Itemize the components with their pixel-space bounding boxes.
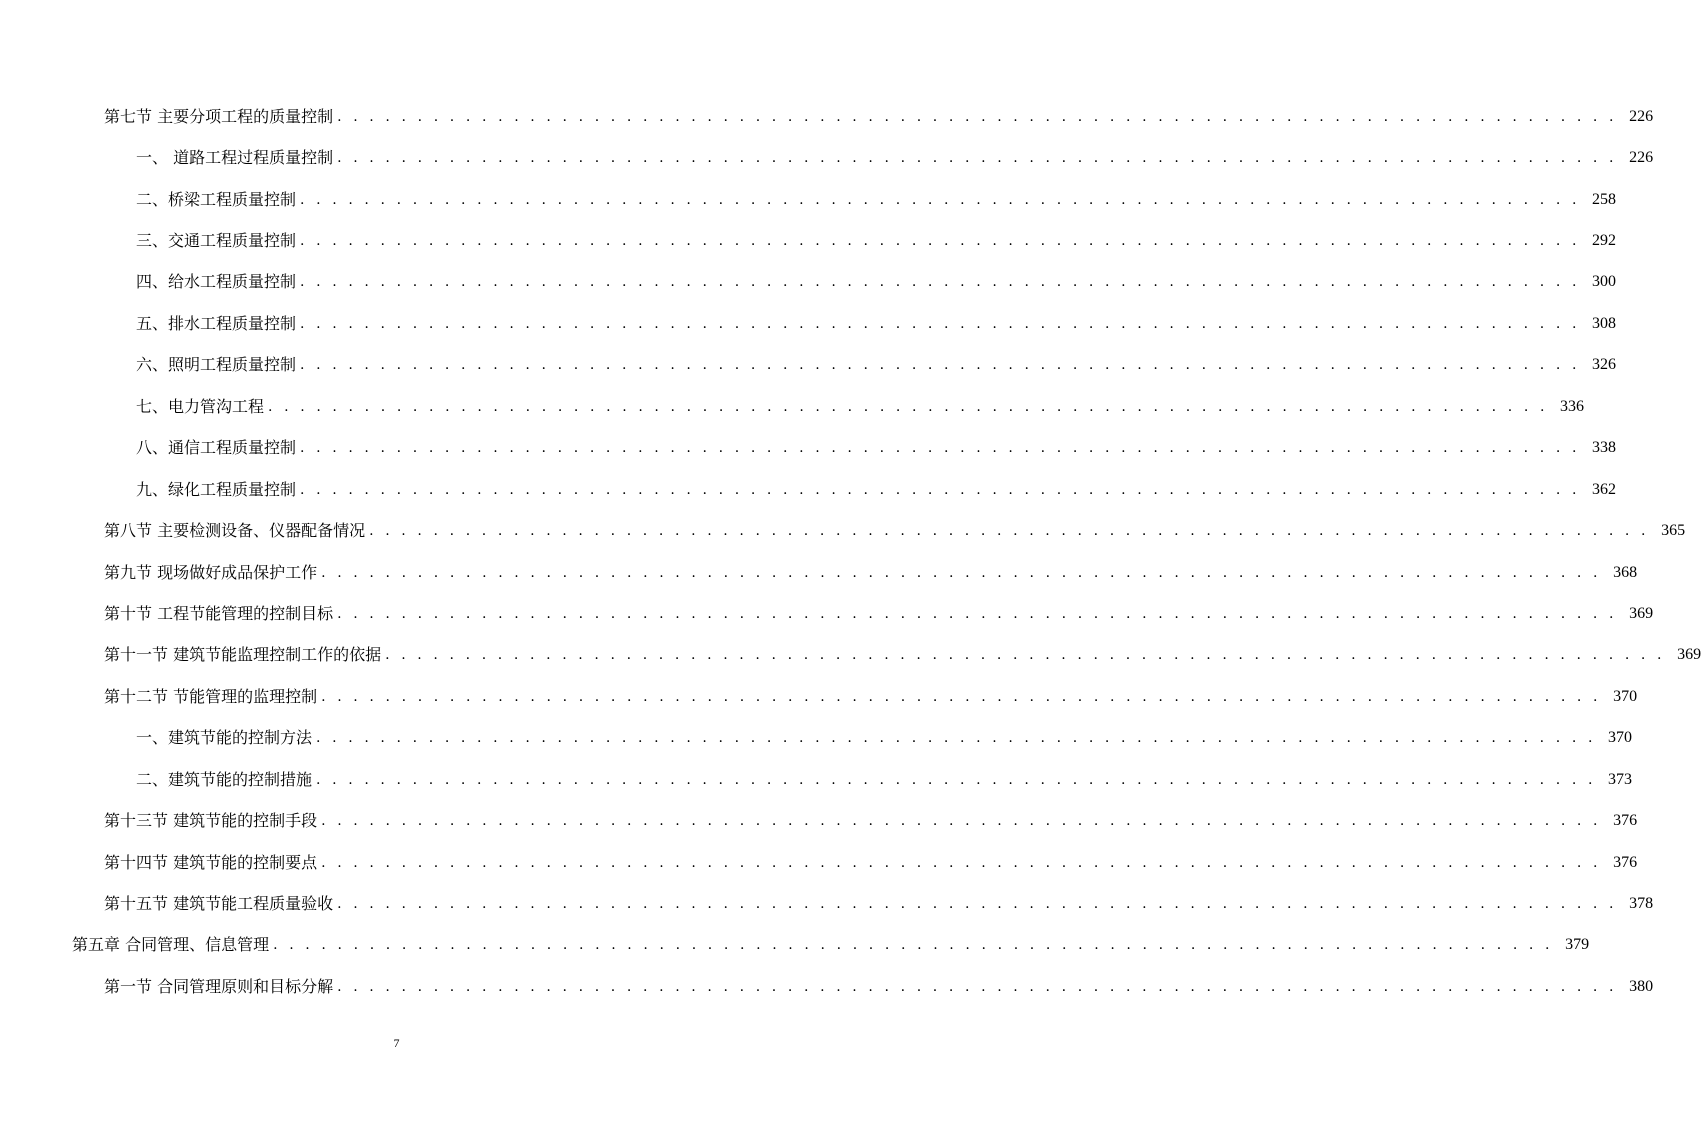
toc-entry[interactable] bbox=[0, 883, 1654, 924]
toc-entry[interactable] bbox=[0, 966, 1654, 1007]
toc-entry[interactable] bbox=[0, 759, 1632, 800]
toc-entry[interactable] bbox=[0, 842, 1638, 883]
toc-dot-leader: . . . . . . . . . . . . . . . . . . . . . . . . . . . . . . . . . . . . . . . . . . . . . . . . . . . . . . . . . . . . . . . . . . . . . . . . . . . . . . . . bbox=[337, 605, 1618, 622]
toc-entry[interactable] bbox=[0, 469, 1616, 510]
toc-entry-title: 第十五节 建筑节能工程质量验收 bbox=[104, 894, 334, 914]
toc-entry-title: 二、建筑节能的控制措施 bbox=[136, 769, 313, 789]
toc-entry[interactable] bbox=[0, 718, 1632, 759]
toc-dot-leader: . . . . . . . . . . . . . . . . . . . . . . . . . . . . . . . . . . . . . . . . . . . . . . . . . . . . . . . . . . . . . . . . . . . . . . . . . . . . . . . . bbox=[300, 233, 1580, 250]
toc-entry-page: 258 bbox=[1592, 190, 1616, 208]
toc-entry-title: 四、给水工程质量控制 bbox=[136, 272, 297, 292]
table-of-contents bbox=[0, 96, 1701, 1008]
toc-entry-page: 365 bbox=[1661, 522, 1686, 540]
toc-entry-title: 第十三节 建筑节能的控制手段 bbox=[104, 811, 318, 831]
toc-entry-page: 369 bbox=[1629, 604, 1654, 622]
toc-entry[interactable] bbox=[0, 676, 1638, 717]
toc-entry-title: 九、绿化工程质量控制 bbox=[136, 479, 297, 499]
toc-entry[interactable] bbox=[0, 345, 1616, 386]
toc-entry[interactable] bbox=[0, 593, 1654, 634]
toc-entry[interactable] bbox=[0, 262, 1616, 303]
toc-dot-leader: . . . . . . . . . . . . . . . . . . . . . . . . . . . . . . . . . . . . . . . . . . . . . . . . . . . . . . . . . . . . . . . . . . . . . . . . . . . . . . . . bbox=[337, 150, 1618, 167]
toc-entry-page: 338 bbox=[1592, 439, 1616, 457]
toc-dot-leader: . . . . . . . . . . . . . . . . . . . . . . . . . . . . . . . . . . . . . . . . . . . . . . . . . . . . . . . . . . . . . . . . . . . . . . . . . . . . . . . . bbox=[369, 523, 1650, 540]
toc-entry-page: 379 bbox=[1565, 936, 1590, 954]
toc-dot-leader: . . . . . . . . . . . . . . . . . . . . . . . . . . . . . . . . . . . . . . . . . . . . . . . . . . . . . . . . . . . . . . . . . . . . . . . . . . . . . . . . bbox=[321, 854, 1602, 871]
toc-entry-page: 373 bbox=[1608, 770, 1632, 788]
toc-entry[interactable] bbox=[0, 386, 1584, 427]
toc-entry-page: 376 bbox=[1613, 853, 1638, 871]
toc-entry[interactable] bbox=[0, 800, 1638, 841]
toc-entry[interactable] bbox=[0, 510, 1686, 551]
toc-dot-leader: . . . . . . . . . . . . . . . . . . . . . . . . . . . . . . . . . . . . . . . . . . . . . . . . . . . . . . . . . . . . . . . . . . . . . . . . . . . . . . . . bbox=[300, 440, 1580, 457]
toc-entry-title: 六、照明工程质量控制 bbox=[136, 355, 297, 375]
toc-entry[interactable] bbox=[0, 552, 1638, 593]
toc-entry[interactable] bbox=[0, 137, 1654, 178]
toc-entry-title: 第八节 主要检测设备、仪器配备情况 bbox=[104, 521, 366, 541]
toc-entry-title: 第十四节 建筑节能的控制要点 bbox=[104, 852, 318, 872]
toc-dot-leader: . . . . . . . . . . . . . . . . . . . . . . . . . . . . . . . . . . . . . . . . . . . . . . . . . . . . . . . . . . . . . . . . . . . . . . . . . . . . . . . . bbox=[300, 191, 1580, 208]
toc-entry[interactable] bbox=[0, 96, 1654, 137]
toc-entry-title: 八、通信工程质量控制 bbox=[136, 438, 297, 458]
toc-entry-page: 368 bbox=[1613, 563, 1638, 581]
toc-entry[interactable] bbox=[0, 303, 1616, 344]
toc-dot-leader: . . . . . . . . . . . . . . . . . . . . . . . . . . . . . . . . . . . . . . . . . . . . . . . . . . . . . . . . . . . . . . . . . . . . . . . . . . . . . . . . bbox=[385, 647, 1666, 664]
toc-dot-leader: . . . . . . . . . . . . . . . . . . . . . . . . . . . . . . . . . . . . . . . . . . . . . . . . . . . . . . . . . . . . . . . . . . . . . . . . . . . . . . . . bbox=[337, 108, 1618, 125]
toc-entry-page: 326 bbox=[1592, 356, 1616, 374]
toc-entry-title: 第十节 工程节能管理的控制目标 bbox=[104, 603, 334, 623]
toc-entry-page: 226 bbox=[1629, 107, 1654, 125]
toc-entry-page: 292 bbox=[1592, 232, 1616, 250]
toc-dot-leader: . . . . . . . . . . . . . . . . . . . . . . . . . . . . . . . . . . . . . . . . . . . . . . . . . . . . . . . . . . . . . . . . . . . . . . . . . . . . . . . . bbox=[337, 978, 1618, 995]
toc-dot-leader: . . . . . . . . . . . . . . . . . . . . . . . . . . . . . . . . . . . . . . . . . . . . . . . . . . . . . . . . . . . . . . . . . . . . . . . . . . . . . . . . bbox=[300, 315, 1580, 332]
toc-entry-page: 308 bbox=[1592, 314, 1616, 332]
toc-entry-title: 第十一节 建筑节能监理控制工作的依据 bbox=[104, 645, 382, 665]
toc-entry-title: 三、交通工程质量控制 bbox=[136, 231, 297, 251]
toc-dot-leader: . . . . . . . . . . . . . . . . . . . . . . . . . . . . . . . . . . . . . . . . . . . . . . . . . . . . . . . . . . . . . . . . . . . . . . . . . . . . . . . . bbox=[321, 688, 1602, 705]
toc-entry-page: 370 bbox=[1613, 687, 1638, 705]
toc-entry-page: 369 bbox=[1677, 646, 1701, 664]
toc-entry-page: 370 bbox=[1608, 729, 1632, 747]
toc-dot-leader: . . . . . . . . . . . . . . . . . . . . . . . . . . . . . . . . . . . . . . . . . . . . . . . . . . . . . . . . . . . . . . . . . . . . . . . . . . . . . . . . bbox=[321, 564, 1602, 581]
toc-entry[interactable] bbox=[0, 179, 1616, 220]
toc-entry-page: 336 bbox=[1560, 397, 1584, 415]
toc-entry[interactable] bbox=[0, 925, 1590, 966]
toc-entry-title: 第十二节 节能管理的监理控制 bbox=[104, 686, 318, 706]
toc-dot-leader: . . . . . . . . . . . . . . . . . . . . . . . . . . . . . . . . . . . . . . . . . . . . . . . . . . . . . . . . . . . . . . . . . . . . . . . . . . . . . . . . bbox=[337, 896, 1618, 913]
toc-entry-page: 376 bbox=[1613, 812, 1638, 830]
toc-entry[interactable] bbox=[0, 428, 1616, 469]
toc-dot-leader: . . . . . . . . . . . . . . . . . . . . . . . . . . . . . . . . . . . . . . . . . . . . . . . . . . . . . . . . . . . . . . . . . . . . . . . . . . . . . . . . bbox=[300, 481, 1580, 498]
toc-dot-leader: . . . . . . . . . . . . . . . . . . . . . . . . . . . . . . . . . . . . . . . . . . . . . . . . . . . . . . . . . . . . . . . . . . . . . . . . . . . . . . . . bbox=[300, 357, 1580, 374]
toc-entry-page: 380 bbox=[1629, 977, 1654, 995]
toc-entry[interactable] bbox=[0, 220, 1616, 261]
toc-entry-title: 第一节 合同管理原则和目标分解 bbox=[104, 976, 334, 996]
toc-entry-page: 226 bbox=[1629, 149, 1654, 167]
toc-entry-page: 300 bbox=[1592, 273, 1616, 291]
page-number: 7 bbox=[393, 1036, 400, 1050]
toc-dot-leader: . . . . . . . . . . . . . . . . . . . . . . . . . . . . . . . . . . . . . . . . . . . . . . . . . . . . . . . . . . . . . . . . . . . . . . . . . . . . . . . . bbox=[268, 398, 1548, 415]
toc-entry-title: 第五章 合同管理、信息管理 bbox=[72, 935, 270, 955]
toc-dot-leader: . . . . . . . . . . . . . . . . . . . . . . . . . . . . . . . . . . . . . . . . . . . . . . . . . . . . . . . . . . . . . . . . . . . . . . . . . . . . . . . . bbox=[316, 730, 1596, 747]
toc-dot-leader: . . . . . . . . . . . . . . . . . . . . . . . . . . . . . . . . . . . . . . . . . . . . . . . . . . . . . . . . . . . . . . . . . . . . . . . . . . . . . . . . bbox=[321, 813, 1602, 830]
toc-entry-title: 第七节 主要分项工程的质量控制 bbox=[104, 106, 334, 126]
toc-entry-page: 362 bbox=[1592, 480, 1616, 498]
toc-entry-title: 一、建筑节能的控制方法 bbox=[136, 728, 313, 748]
toc-entry[interactable] bbox=[0, 635, 1701, 676]
toc-entry-title: 五、排水工程质量控制 bbox=[136, 313, 297, 333]
toc-entry-title: 二、桥梁工程质量控制 bbox=[136, 189, 297, 209]
toc-dot-leader: . . . . . . . . . . . . . . . . . . . . . . . . . . . . . . . . . . . . . . . . . . . . . . . . . . . . . . . . . . . . . . . . . . . . . . . . . . . . . . . . bbox=[316, 771, 1596, 788]
toc-dot-leader: . . . . . . . . . . . . . . . . . . . . . . . . . . . . . . . . . . . . . . . . . . . . . . . . . . . . . . . . . . . . . . . . . . . . . . . . . . . . . . . . bbox=[273, 937, 1554, 954]
toc-dot-leader: . . . . . . . . . . . . . . . . . . . . . . . . . . . . . . . . . . . . . . . . . . . . . . . . . . . . . . . . . . . . . . . . . . . . . . . . . . . . . . . . bbox=[300, 274, 1580, 291]
toc-entry-title: 一、 道路工程过程质量控制 bbox=[136, 148, 334, 168]
toc-entry-title: 七、电力管沟工程 bbox=[136, 396, 265, 416]
toc-entry-title: 第九节 现场做好成品保护工作 bbox=[104, 562, 318, 582]
toc-entry-page: 378 bbox=[1629, 895, 1654, 913]
